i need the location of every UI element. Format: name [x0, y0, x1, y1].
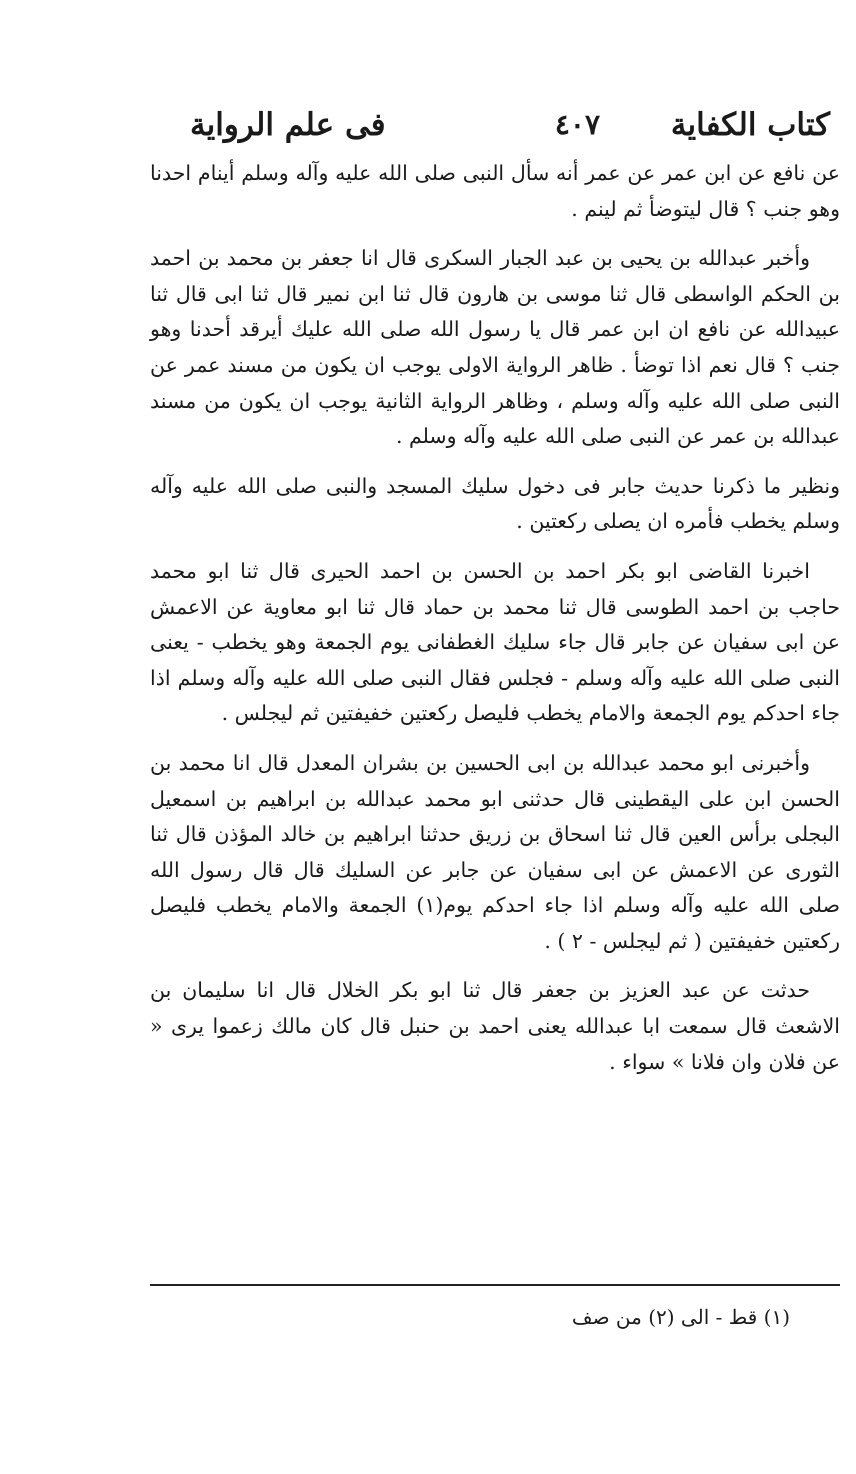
section-title: فى علم الرواية: [190, 107, 386, 143]
page-header: [190, 100, 830, 150]
footnote: (١) قط - الى (٢) من صف: [571, 1305, 790, 1329]
paragraph-5: وأخبرنى ابو محمد عبدالله بن ابى الحسين بن بشران المعدل قال انا محمد بن الحسن ابن على اليقطينى قال حدثنى ابو محمد عبدالله بن ابراهيم بن اسمعيل البجلى برأس العين قال ثنا اسحاق بن زريق حدثنا ابراهيم بن خالد المؤذن قال ثنا الثورى عن الاعمش عن ابى سفيان عن جابر عن السليك قال قال رسول الله صلى الله عليه وآله وسلم اذا جاء احدكم يوم(١) الجمعة والامام يخطب فليصل ركعتين خفيفتين ( ثم ليجلس - ٢ ) .: [150, 750, 840, 953]
main-text: [150, 156, 840, 1080]
footnote-divider: [150, 1284, 840, 1286]
page-number: ٤٠٧: [554, 108, 600, 141]
paragraph-6: حدثت عن عبد العزيز بن جعفر قال ثنا ابو بكر الخلال قال انا سليمان بن الاشعث قال سمعت ابا عبدالله يعنى احمد بن حنبل قال كان مالك زعموا يرى « عن فلان وان فلانا » سواء .: [150, 978, 840, 1074]
book-title: كتاب الكفاية: [670, 107, 830, 143]
paragraph-1: عن نافع عن ابن عمر عن عمر أنه سأل النبى صلى الله عليه وآله وسلم أينام احدنا وهو جنب ؟ قال ليتوضأ ثم لينم .: [150, 161, 840, 221]
paragraph-3: ونظير ما ذكرنا حديث جابر فى دخول سليك المسجد والنبى صلى الله عليه وآله وسلم يخطب فأمره ان يصلى ركعتين .: [150, 473, 840, 534]
paragraph-2: وأخبر عبدالله بن يحيى بن عبد الجبار السكرى قال انا جعفر بن محمد بن احمد بن الحكم الواسطى قال ثنا موسى بن هارون قال ثنا ابن نمير قال ثنا ابى قال ثنا عبيدالله عن نافع ان ابن عمر قال يا رسول الله صلى الله عليك أيرقد أحدنا وهو جنب ؟ قال نعم اذا توضأ . ظاهر الرواية الاولى يوجب ان يكون من مسند عمر عن النبى صلى الله عليه وآله وسلم ، وظاهر الرواية الثانية يوجب ان يكون من مسند عبدالله بن عمر عن النبى صلى الله عليه وآله وسلم .: [150, 246, 840, 449]
paragraph-4: اخبرنا القاضى ابو بكر احمد بن الحسن بن احمد الحيرى قال ثنا ابو محمد حاجب بن احمد الطوسى قال ثنا محمد بن حماد قال ثنا ابو معاوية عن الاعمش عن ابى سفيان عن جابر قال جاء سليك الغطفانى يوم الجمعة وهو يخطب - يعنى النبى صلى الله عليه وآله وسلم - فجلس فقال النبى صلى الله عليه وآله وسلم اذا جاء احدكم يوم الجمعة والامام يخطب فليصل ركعتين خفيفتين ثم ليجلس .: [150, 558, 840, 726]
